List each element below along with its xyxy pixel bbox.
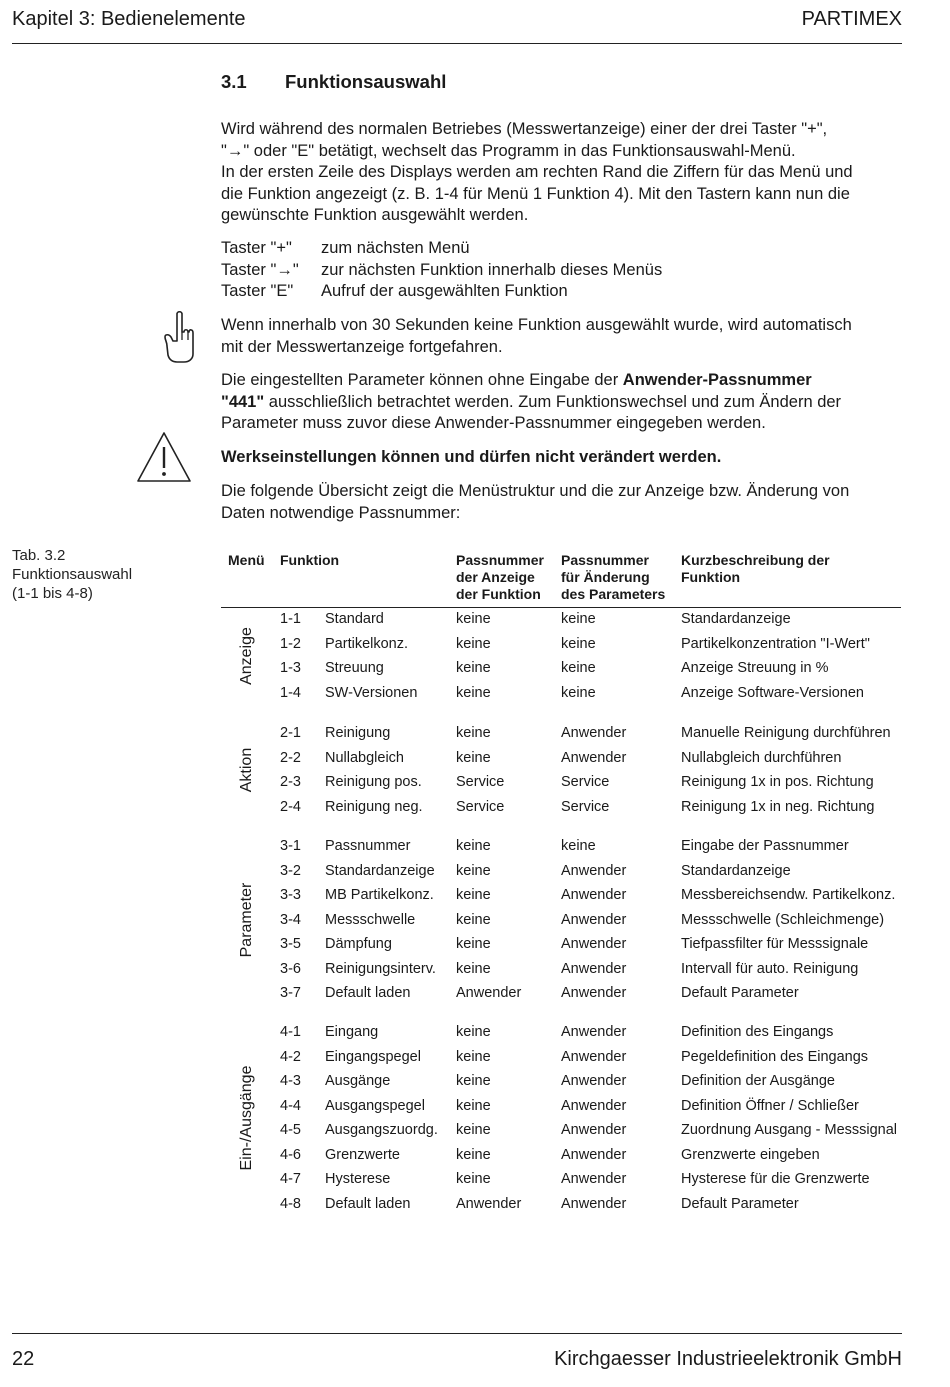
function-number: 3-3 [280, 887, 301, 903]
function-name: Ausgänge [325, 1073, 391, 1089]
table-row [221, 1073, 901, 1097]
pass-change: Anwender [561, 887, 627, 903]
table-row [221, 750, 901, 774]
function-description: Partikelkonzentration "I-Wert" [681, 635, 870, 652]
function-number: 3-1 [280, 838, 301, 854]
function-name: Hysterese [325, 1171, 391, 1187]
function-name: Dämpfung [325, 936, 392, 952]
table-row [221, 725, 901, 749]
function-number: 2-4 [280, 798, 301, 815]
function-description: Anzeige Streuung in % [681, 660, 829, 676]
pass-view: Service [456, 774, 505, 790]
function-description: Hysterese für die Grenzwerte [681, 1171, 870, 1187]
function-number: 3-6 [280, 960, 301, 977]
function-number: 2-1 [280, 725, 301, 741]
page-header [12, 8, 902, 44]
function-description: Standardanzeige [681, 611, 791, 627]
header-pass-change: Passnummer für Änderung des Parameters [561, 552, 666, 602]
table-row [221, 660, 901, 684]
pass-change: Anwender [561, 749, 627, 766]
function-number: 4-4 [280, 1097, 301, 1114]
key-row [221, 238, 662, 260]
function-description: Standardanzeige [681, 862, 791, 879]
key-row [221, 281, 662, 303]
function-number: 4-8 [280, 1195, 301, 1212]
header-menu: Menü [228, 552, 265, 568]
company-name: Kirchgaesser Industrieelektronik GmbH [554, 1348, 902, 1370]
table-row [221, 985, 901, 1009]
warning-triangle-icon [135, 430, 193, 484]
intro-paragraph [221, 119, 906, 227]
function-number: 1-4 [280, 684, 301, 701]
key-name: Taster "+" [221, 239, 292, 257]
function-description: Pegeldefinition des Eingangs [681, 1048, 869, 1065]
pass-change: Anwender [561, 1048, 627, 1065]
table-row [221, 1147, 901, 1171]
function-name: Grenzwerte [325, 1146, 400, 1163]
function-number: 4-2 [280, 1048, 301, 1065]
hint-line: mit der Messwertanzeige fortgefahren. [221, 337, 503, 356]
pass-view: keine [456, 1048, 491, 1065]
function-name: Reinigung [325, 725, 391, 741]
pass-view: keine [456, 1024, 491, 1040]
pass-view: keine [456, 749, 491, 766]
intro-line: Wird während des normalen Betriebes (Messwertanzeige) einer der drei Taster "+", [221, 120, 828, 138]
table-row [221, 1196, 901, 1220]
function-description: Zuordnung Ausgang - Messsignal [681, 1122, 898, 1138]
section-title [221, 71, 446, 93]
function-description: Reinigung 1x in pos. Richtung [681, 774, 874, 790]
section-title-text: Funktionsauswahl [285, 71, 447, 92]
pass-change: Anwender [561, 911, 627, 928]
table-caption: Tab. 3.2 Funktionsauswahl (1-1 bis 4-8) [12, 547, 133, 602]
table-row [221, 961, 901, 985]
function-name: Nullabgleich [325, 749, 404, 766]
intro-line: "→" oder "E" betätigt, wechselt das Programm in das Funktionsauswahl-Menü. [221, 141, 796, 160]
function-description: Anzeige Software-Versionen [681, 684, 864, 701]
pass-view: keine [456, 838, 491, 854]
pass-change: Anwender [561, 936, 627, 952]
key-name: Taster "E" [221, 282, 294, 300]
intro-line: In der ersten Zeile des Displays werden am rechten Rand die Ziffern für das Menü und [221, 163, 853, 181]
key-list [221, 238, 662, 303]
function-number: 3-7 [280, 985, 301, 1001]
table-row [221, 774, 901, 798]
function-name: Standardanzeige [325, 862, 435, 879]
function-description: Messbereichsendw. Partikelkonz. [681, 887, 896, 903]
table-row [221, 912, 901, 936]
function-name: Default laden [325, 985, 411, 1001]
pass-change: keine [561, 660, 596, 676]
pass-view: keine [456, 887, 491, 903]
intro-line: die Funktion angezeigt (z. B. 1-4 für Menü 1 Funktion 4). Mit den Tastern kann nun die [221, 184, 850, 203]
menu-group-label: Ein-/Ausgänge [238, 1065, 255, 1171]
pass-change: keine [561, 611, 596, 627]
pass-change: keine [561, 635, 596, 652]
function-number: 2-3 [280, 774, 301, 790]
pass-change: Anwender [561, 1195, 627, 1212]
function-description: Definition Öffner / Schließer [681, 1097, 859, 1114]
function-number: 4-1 [280, 1024, 301, 1040]
pass-view: keine [456, 1146, 491, 1163]
overview-line: Die folgende Übersicht zeigt die Menüstruktur und die zur Anzeige bzw. Änderung von [221, 482, 850, 500]
table-row [221, 611, 901, 635]
password-line: Die eingestellten Parameter können ohne Eingabe der Anwender-Passnummer [221, 371, 812, 389]
section-number: 3.1 [221, 71, 247, 92]
table-row [221, 863, 901, 887]
pass-view: Service [456, 798, 505, 815]
function-description: Eingabe der Passnummer [681, 838, 849, 854]
overview-paragraph [221, 481, 906, 524]
pass-view: keine [456, 684, 491, 701]
function-name: SW-Versionen [325, 684, 418, 701]
function-name: Eingang [325, 1024, 379, 1040]
function-name: Streuung [325, 660, 384, 676]
function-number: 4-3 [280, 1073, 301, 1089]
pass-change: Service [561, 774, 610, 790]
pass-change: Anwender [561, 725, 627, 741]
hint-line: Wenn innerhalb von 30 Sekunden keine Funktion ausgewählt wurde, wird automatisch [221, 316, 852, 334]
function-description: Manuelle Reinigung durchführen [681, 725, 891, 741]
function-description: Definition des Eingangs [681, 1024, 834, 1040]
table-row [221, 936, 901, 960]
table-row [221, 1171, 901, 1195]
table-row [221, 685, 901, 709]
table-row [221, 887, 901, 911]
pass-change: Anwender [561, 1171, 627, 1187]
key-description: zum nächsten Menü [321, 239, 470, 257]
pass-view: keine [456, 1073, 491, 1089]
chapter-title: Kapitel 3: Bedienelemente [12, 8, 246, 30]
header-pass-view: Passnummer der Anzeige der Funktion [456, 552, 544, 602]
password-line: Parameter muss zuvor diese Anwender-Passnummer eingegeben werden. [221, 414, 766, 432]
table-row [221, 1024, 901, 1048]
menu-group-label: Parameter [238, 882, 255, 958]
function-description: Intervall für auto. Reinigung [681, 960, 859, 977]
function-description: Nullabgleich durchführen [681, 749, 842, 766]
function-number: 3-4 [280, 911, 301, 928]
password-line: "441" ausschließlich betrachtet werden. Zum Funktionswechsel und zum Ändern der [221, 392, 842, 411]
header-description: Kurzbeschreibung der Funktion [681, 552, 830, 585]
table-row [221, 1098, 901, 1122]
function-name: Reinigung pos. [325, 774, 422, 790]
pass-view: keine [456, 1097, 491, 1114]
function-description: Messschwelle (Schleichmenge) [681, 911, 885, 928]
pass-view: keine [456, 862, 491, 879]
pass-change: Anwender [561, 1097, 627, 1114]
password-paragraph [221, 370, 906, 435]
table-row [221, 799, 901, 823]
menu-group-label: Anzeige [238, 627, 255, 685]
pass-view: keine [456, 635, 491, 652]
table-row [221, 636, 901, 660]
function-name: Partikelkonz. [325, 635, 409, 652]
pass-view: Anwender [456, 985, 522, 1001]
function-number: 1-3 [280, 660, 301, 676]
pass-view: keine [456, 1122, 491, 1138]
pass-view: Anwender [456, 1195, 522, 1212]
menu-group-label: Aktion [238, 747, 255, 793]
function-name: Reinigungsinterv. [325, 960, 436, 977]
key-name: Taster "→" [221, 260, 299, 279]
page-number: 22 [12, 1348, 35, 1370]
table-row [221, 838, 901, 862]
function-description: Tiefpassfilter für Messsignale [681, 936, 869, 952]
function-description: Grenzwerte eingeben [681, 1146, 820, 1163]
brand-name: PARTIMEX [801, 8, 902, 30]
function-number: 4-6 [280, 1146, 301, 1163]
pass-view: keine [456, 725, 491, 741]
pass-change: Anwender [561, 960, 627, 977]
pass-view: keine [456, 611, 491, 627]
key-description: Aufruf der ausgewählten Funktion [321, 282, 568, 300]
function-name: Ausgangspegel [325, 1097, 425, 1114]
function-name: Ausgangszuordg. [325, 1122, 438, 1138]
key-row [221, 260, 662, 282]
pass-change: keine [561, 684, 596, 701]
intro-line: gewünschte Funktion ausgewählt werden. [221, 206, 529, 224]
pointing-hand-icon [163, 310, 197, 364]
function-number: 4-7 [280, 1171, 301, 1187]
function-name: Passnummer [325, 838, 411, 854]
function-name: MB Partikelkonz. [325, 887, 434, 903]
function-name: Messschwelle [325, 911, 416, 928]
pass-view: keine [456, 960, 491, 977]
function-description: Reinigung 1x in neg. Richtung [681, 798, 875, 815]
header-function: Funktion [280, 552, 340, 568]
table-row [221, 1122, 901, 1146]
function-number: 1-1 [280, 611, 301, 627]
function-description: Default Parameter [681, 985, 799, 1001]
pass-change: Anwender [561, 985, 627, 1001]
function-number: 2-2 [280, 749, 301, 766]
function-number: 1-2 [280, 635, 301, 652]
pass-view: keine [456, 1171, 491, 1187]
pass-view: keine [456, 660, 491, 676]
pass-change: keine [561, 838, 596, 854]
table-row [221, 1049, 901, 1073]
function-number: 3-5 [280, 936, 301, 952]
pass-change: Anwender [561, 862, 627, 879]
pass-change: Service [561, 798, 610, 815]
function-name: Standard [325, 611, 384, 627]
function-name: Eingangspegel [325, 1048, 421, 1065]
warning-text: Werkseinstellungen können und dürfen nicht verändert werden. [221, 448, 722, 466]
pass-change: Anwender [561, 1073, 627, 1089]
key-description: zur nächsten Funktion innerhalb dieses Menüs [321, 260, 663, 279]
pass-change: Anwender [561, 1122, 627, 1138]
page-footer [12, 1333, 902, 1378]
function-description: Default Parameter [681, 1195, 799, 1212]
overview-line: Daten notwendige Passnummer: [221, 503, 461, 522]
pass-change: Anwender [561, 1024, 627, 1040]
pass-view: keine [456, 936, 491, 952]
pass-view: keine [456, 911, 491, 928]
function-number: 3-2 [280, 862, 301, 879]
hint-paragraph [221, 315, 906, 358]
header-rule [221, 607, 901, 608]
function-name: Reinigung neg. [325, 798, 423, 815]
pass-change: Anwender [561, 1146, 627, 1163]
function-name: Default laden [325, 1195, 411, 1212]
function-description: Definition der Ausgänge [681, 1073, 835, 1089]
function-number: 4-5 [280, 1122, 301, 1138]
